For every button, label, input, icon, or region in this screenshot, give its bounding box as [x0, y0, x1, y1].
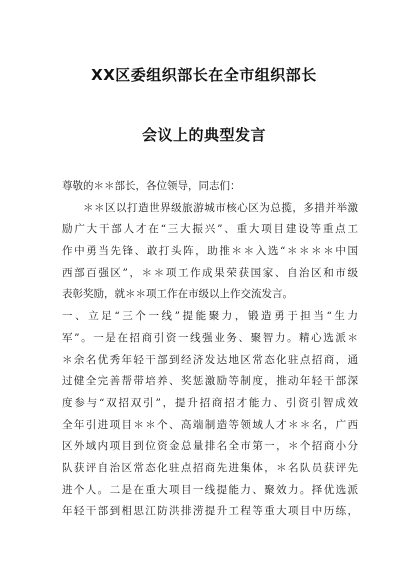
- body-line: 过健全完善帮带培养、奖惩激励等制度，推动年轻干部深: [62, 375, 358, 388]
- body-line: 区外域内项目到位资金总量排名全市第一，＊个招商小分: [62, 440, 358, 453]
- body-line: 表彰奖励，就＊＊项工作在市级以上作交流发言。: [62, 288, 293, 301]
- document-title-line-2: 会议上的典型发言: [141, 126, 266, 144]
- body-line: ＊＊区以打造世界级旅游城市核心区为总揽，多措并举激: [83, 201, 358, 214]
- body-line: 队获评自治区常态化驻点招商先进集体，＊名队员获评先: [62, 461, 358, 474]
- body-line: 西部百强区”，＊＊项工作成果荣获国家、自治区和市级: [62, 266, 358, 279]
- body-line: 军”。一是在招商引资一线强业务、聚智力。精心选派＊: [62, 331, 358, 344]
- body-line: ＊余名优秀年轻干部到经济发达地区常态化驻点招商，通: [62, 353, 358, 366]
- body-line: 进个人。二是在重大项目一线提能力、聚效力。择优选派: [62, 483, 358, 496]
- document-title-line-1: XX区委组织部长在全市组织部长: [91, 66, 317, 84]
- body-line: 作中勇当先锋、敢打头阵，助推＊＊入选“＊＊＊＊中国: [62, 245, 358, 258]
- section-heading-line: 一、立足“三个一线”提能聚力，锻造勇于担当“生力: [62, 310, 358, 323]
- salutation-line: 尊敬的＊＊部长，各位领导，同志们：: [62, 180, 241, 192]
- body-line: 度参与“双招双引”，提升招商招才能力、引资引智成效: [62, 396, 358, 409]
- document-body: [62, 176, 358, 523]
- body-line: 年轻干部到相思江防洪排涝提升工程等重大项目中历练，: [62, 505, 358, 518]
- body-line: 全年引进项目＊＊个、高端制造等领域人才＊＊名，广西: [62, 418, 358, 431]
- body-line: 励广大干部人才在“三大振兴”、重大项目建设等重点工: [62, 223, 358, 236]
